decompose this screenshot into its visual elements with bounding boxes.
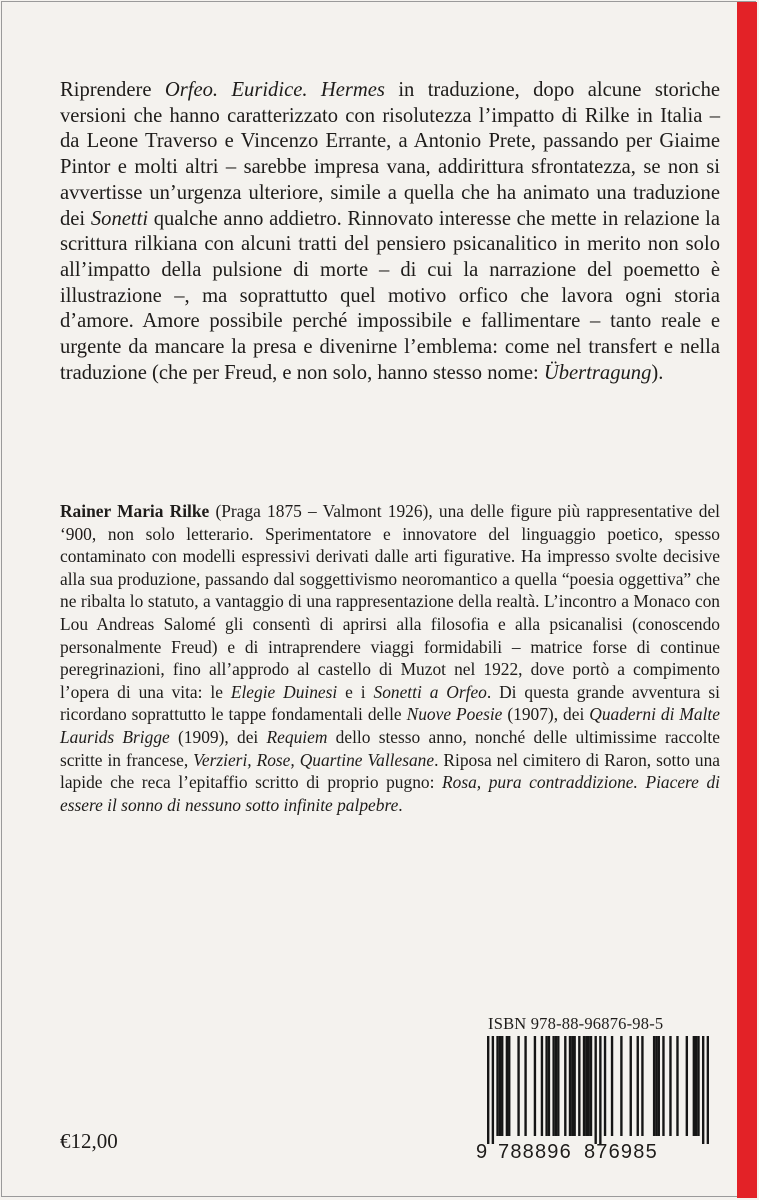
- title-sonetti-a-orfeo: Sonetti a Orfeo: [373, 681, 487, 702]
- barcode-bar: [534, 1036, 536, 1136]
- barcode-bar: [611, 1036, 613, 1136]
- blurb-text: [60, 78, 720, 386]
- barcode-bar: [555, 1036, 557, 1136]
- title-sonetti: Sonetti: [90, 207, 149, 230]
- barcode-bar: [508, 1036, 510, 1136]
- author-bio: [60, 500, 720, 816]
- title-verzieri-rose-quartine: Verzieri, Rose, Quartine Vallesane: [193, 749, 435, 770]
- barcode-bar: [669, 1036, 671, 1136]
- barcode-bar: [501, 1036, 503, 1136]
- barcode-bar: [658, 1036, 660, 1136]
- barcode-bar: [641, 1036, 643, 1136]
- barcode-bar: [569, 1036, 571, 1136]
- bio-run: e i: [337, 681, 374, 702]
- barcode-first-digit: 9: [476, 1141, 489, 1163]
- blurb-run: Riprendere: [60, 79, 165, 101]
- barcode-bar: [492, 1036, 494, 1144]
- barcode-bar: [653, 1036, 655, 1136]
- blurb-run: in traduzione, dopo alcune storiche versioni che hanno caratterizzato con risolutezza l’impatto di Rilke in Italia – da Leone Traverso e Vincenzo Errante, a Antonio Prete, passando per Giaime Pintor e molti altri – sarebbe impresa vana, addirittura sfrontatezza, se non si avvertisse un’urgenza ulteriore, simile a quella che ha animato una traduzione dei: [60, 79, 721, 230]
- title-elegie-duinesi: Elegie Duinesi: [230, 681, 338, 702]
- title-orfeo-euridice-hermes: Orfeo. Euridice. Hermes: [164, 79, 385, 101]
- bio-run: dello stesso anno, nonché delle ultimissime raccolte scritte in francese,: [60, 726, 720, 770]
- bio-run: .: [398, 794, 403, 815]
- barcode-bar: [573, 1036, 575, 1136]
- term-ubertragung: Übertragung: [543, 361, 652, 384]
- barcode-right-group: 876985: [583, 1141, 658, 1163]
- isbn-label: ISBN 978-88-96876-98-5: [488, 1014, 664, 1033]
- barcode-bar: [496, 1036, 498, 1136]
- barcode-bar: [557, 1036, 559, 1136]
- barcode-bar: [571, 1036, 573, 1136]
- blurb-run: ).: [651, 361, 664, 384]
- barcode-bar: [587, 1036, 589, 1136]
- barcode-bar: [583, 1036, 585, 1136]
- bio-run: . Riposa nel cimitero di Raron, sotto una lapide che reca l’epitaffio scritto di proprio pugno:: [60, 749, 720, 793]
- barcode-bar: [686, 1036, 688, 1136]
- barcode-bar: [585, 1036, 587, 1136]
- epitaph: Rosa, pura contraddizione. Piacere di essere il sonno di nessuno sotto infinite palpebre: [60, 772, 720, 815]
- bio-run: (Praga 1875 – Valmont 1926), una delle figure più rappresentative del ‘900, non solo letterario. Sperimentatore e innovatore del linguaggio poetico, spesso contaminato con modelli espressivi derivati dalle arti figurative. Ha impresso svolte decisive alla sua produzione, passando dal soggettivismo neoromantico a quella “poesia oggettiva” che ne ribalta lo statuto, a vantaggio di una rappresentazione della realtà. L’incontro a Monaco con Lou Andreas Salomé gli consentì di aprirsi alla filosofia e alla psicanalisi (conoscendo personalmente Freud) e di intraprendere viaggi formidabili – matrice forse di continue peregrinazioni, fino all’approdo al castello di Muzot nel 1922, dove portò a compimento l’opera di una vita: le: [60, 501, 721, 702]
- barcode-bar: [604, 1036, 606, 1136]
- barcode-bar: [590, 1036, 592, 1136]
- barcode-bar: [676, 1036, 678, 1136]
- barcode-bar: [707, 1036, 709, 1144]
- barcode-bar: [594, 1036, 596, 1144]
- blurb-paragraph: [60, 78, 720, 386]
- barcode-bar: [564, 1036, 566, 1136]
- barcode-bar: [487, 1036, 489, 1144]
- barcode-bar: [637, 1036, 639, 1136]
- bio-run: . Di questa grande avventura si ricordano soprattutto le tappe fondamentali delle: [60, 681, 721, 725]
- blurb-run: qualche anno addietro. Rinnovato interesse che mette in relazione la scrittura rilkiana con alcuni tratti del pensiero psicanalitico in merito non solo all’impatto della pulsione di morte – di cui la narrazione del poemetto è illustrazione –, ma soprattutto quel motivo orfico che lavora ogni storia d’amore. Amore possibile perché impossibile e fallimentare – tanto reale e urgente da mancare la presa e divenirne l’emblema: come nel transfert e nella traduzione (che per Freud, e non solo, hanno stesso nome:: [60, 207, 720, 384]
- barcode-bar: [499, 1036, 501, 1136]
- barcode-bar: [702, 1036, 704, 1144]
- barcode-bar: [552, 1036, 554, 1136]
- red-spine-stripe: [737, 2, 757, 1198]
- barcode-bar: [697, 1036, 699, 1136]
- barcode-bar: [506, 1036, 508, 1136]
- barcode: [487, 1036, 709, 1144]
- barcode-bar: [517, 1036, 519, 1136]
- title-quaderni-malte: Quaderni di Malte Laurids Brigge: [60, 704, 720, 747]
- barcode-bar: [630, 1036, 632, 1136]
- barcode-bar: [655, 1036, 657, 1136]
- barcode-bar: [541, 1036, 543, 1136]
- bio-run: (1907), dei: [502, 704, 590, 725]
- bio-paragraph: [60, 500, 720, 816]
- barcode-bar: [620, 1036, 622, 1136]
- barcode-bar: [548, 1036, 550, 1136]
- price: €12,00: [60, 1129, 118, 1153]
- barcode-bar: [695, 1036, 697, 1136]
- barcode-bar: [599, 1036, 601, 1144]
- title-requiem: Requiem: [266, 726, 328, 747]
- barcode-bar: [662, 1036, 664, 1136]
- author-name: Rainer Maria Rilke: [60, 501, 210, 521]
- barcode-bar: [545, 1036, 547, 1136]
- barcode-bar: [693, 1036, 695, 1136]
- barcode-bar: [578, 1036, 580, 1136]
- barcode-digits: [476, 1141, 716, 1164]
- title-nuove-poesie: Nuove Poesie: [406, 704, 503, 725]
- bio-run: (1909), dei: [169, 726, 267, 747]
- barcode-bar: [524, 1036, 526, 1136]
- barcode-left-group: 788896: [498, 1141, 572, 1163]
